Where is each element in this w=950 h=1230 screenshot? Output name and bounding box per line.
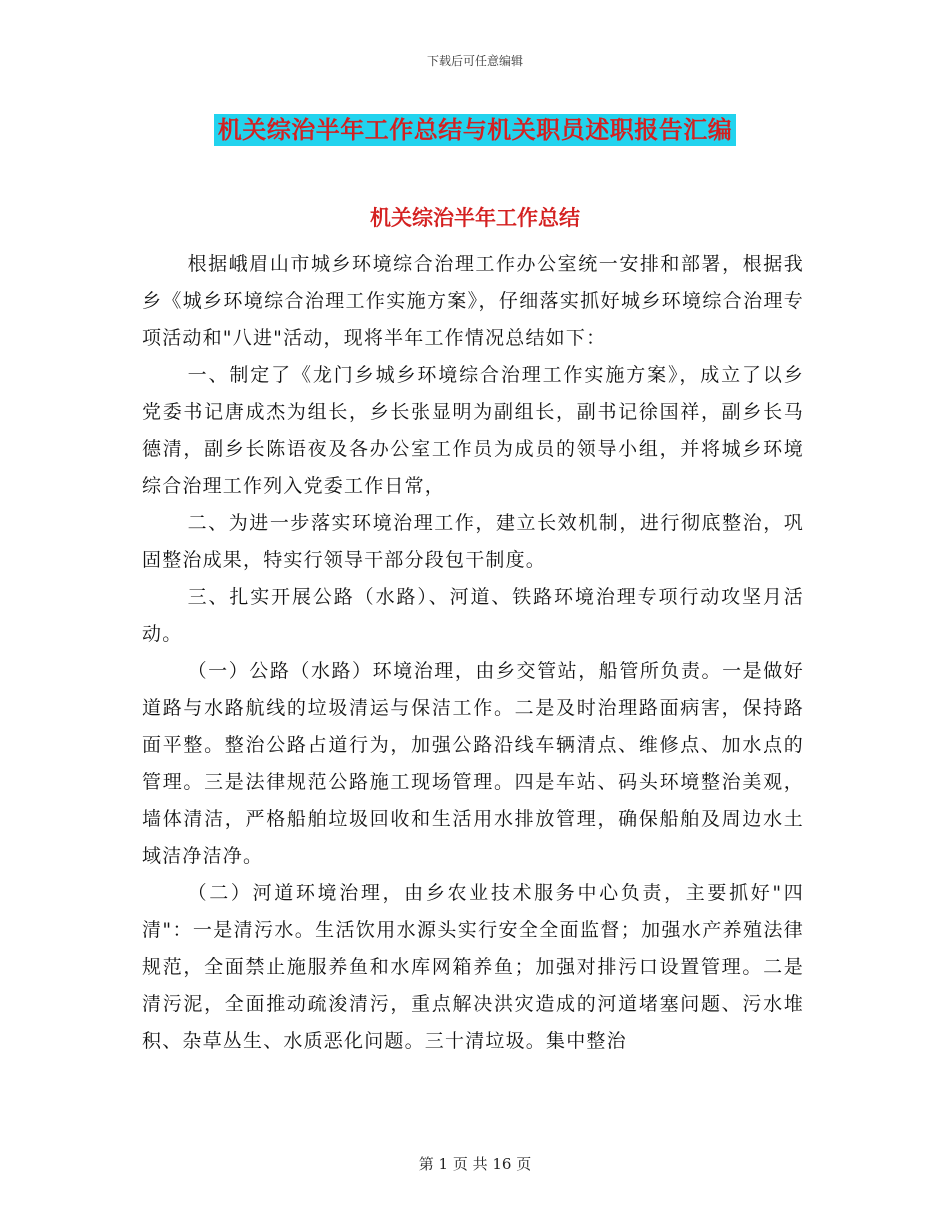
document-title: 机关综治半年工作总结与机关职员述职报告汇编: [214, 114, 737, 146]
title-block: [0, 114, 950, 146]
page-footer: 第 1 页 共 16 页: [418, 1155, 532, 1173]
paragraph: （一）公路（水路）环境治理，由乡交管站，船管所负责。一是做好道路与水路航线的垃圾清运与保洁工作。二是及时治理路面病害，保持路面平整。整治公路占道行为，加强公路沿线车辆清点、维修点、加水点的管理。三是法律规范公路施工现场管理。四是车站、码头环境整治美观，墙体清洁，严格船舶垃圾回收和生活用水排放管理，确保船舶及周边水土域洁净洁净。: [142, 660, 804, 867]
paragraph: 一、制定了《龙门乡城乡环境综合治理工作实施方案》，成立了以乡党委书记唐成杰为组长，乡长张显明为副组长，副书记徐国祥，副乡长马德清，副乡长陈语夜及各办公室工作员为成员的领导小组，并将城乡环境综合治理工作列入党委工作日常，: [142, 364, 804, 497]
header-note: 下载后可任意编辑: [426, 54, 523, 68]
section-title: 机关综治半年工作总结: [370, 206, 580, 230]
paragraph: 二、为进一步落实环境治理工作，建立长效机制，进行彻底整治，巩固整治成果，特实行领导干部分段包干制度。: [142, 512, 804, 571]
paragraph: 根据峨眉山市城乡环境综合治理工作办公室统一安排和部署，根据我乡《城乡环境综合治理工作实施方案》，仔细落实抓好城乡环境综合治理专项活动和"八进"活动，现将半年工作情况总结如下：: [142, 253, 804, 349]
paragraph: （二）河道环境治理，由乡农业技术服务中心负责，主要抓好"四清"：一是清污水。生活饮用水源头实行安全全面监督；加强水产养殖法律规范，全面禁止施服养鱼和水库网箱养鱼；加强对排污口设置管理。二是清污泥，全面推动疏浚清污，重点解决洪灾造成的河道堵塞问题、污水堆积、杂草丛生、水质恶化问题。三十清垃圾。集中整治: [142, 882, 804, 1052]
paragraph: 三、扎实开展公路（水路）、河道、铁路环境治理专项行动攻坚月活动。: [142, 586, 804, 645]
body-text: [142, 246, 804, 1060]
